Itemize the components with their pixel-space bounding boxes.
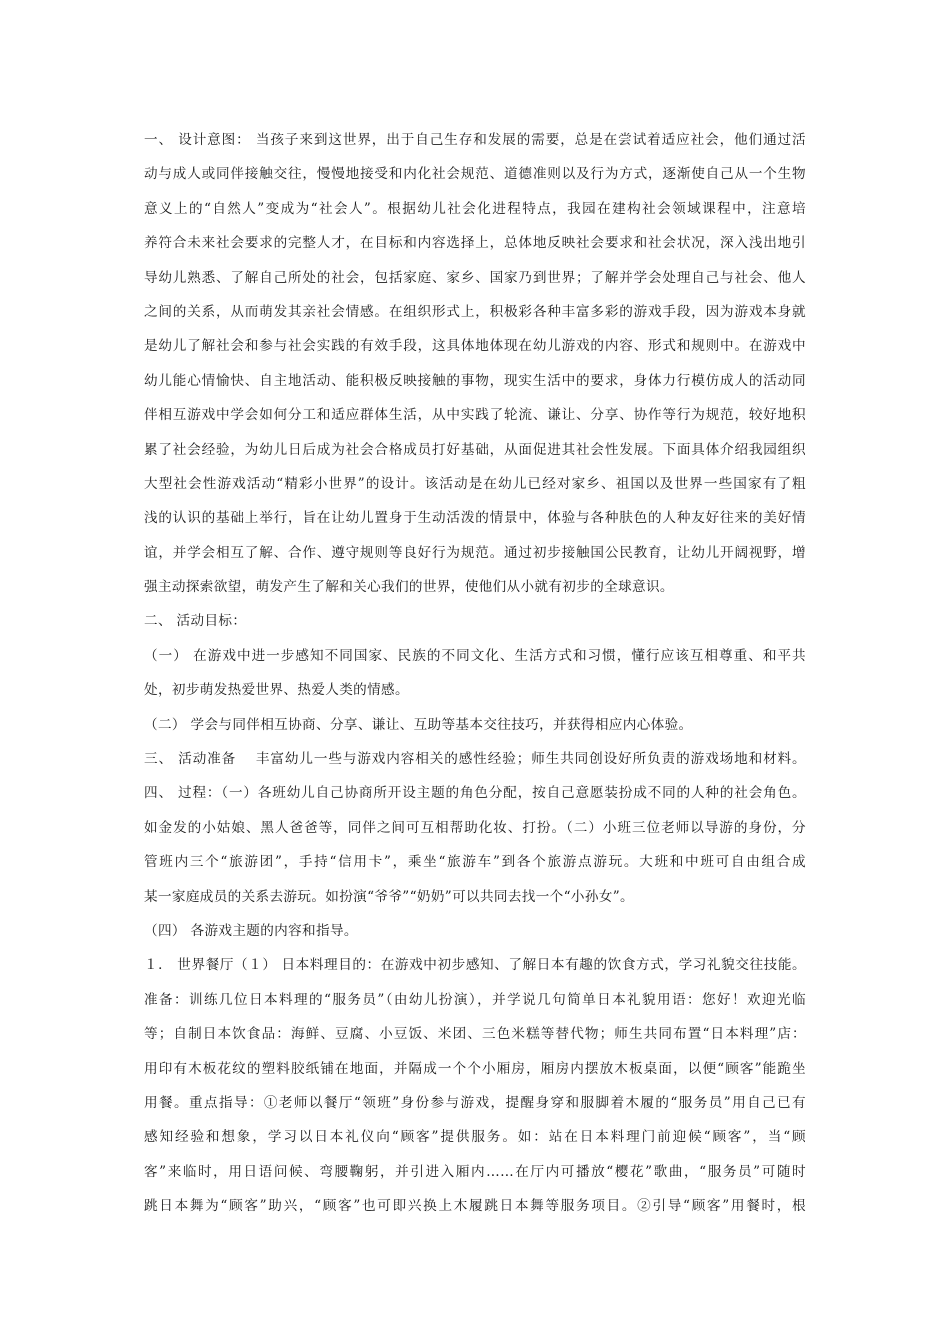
text-line: 导幼儿熟悉、了解自己所处的社会，包括家庭、家乡、国家乃到世界；了解并学会处理自己与社会、他人 (144, 269, 806, 286)
text-line: 一、 设计意图： 当孩子来到这世界，出于自己生存和发展的需要，总是在尝试着适应社会，他们通过活 (144, 132, 806, 148)
text-line: 四、 过程：（一）各班幼儿自己协商所开设主题的角色分配，按自己意愿装扮成不同的人种的社会角色。 (144, 785, 806, 802)
text-line: 累了社会经验，为幼儿日后成为社会合格成员打好基础，从面促进其社会性发展。下面具体介绍我园组织 (144, 441, 806, 458)
text-line: 如金发的小姑娘、黑人爸爸等，同伴之间可互相帮助化妆、打扮。（二）小班三位老师以导游的身份，分 (144, 819, 806, 836)
text-line: 客”来临时，用日语问候、弯腰鞠躬，并引进入厢内……在厅内可播放“樱花”歌曲，“服务员”可随时 (144, 1163, 806, 1180)
text-line: 等；自制日本饮食品：海鲜、豆腐、小豆饭、米团、三色米糕等替代物；师生共同布置“日本料理”店： (144, 1026, 806, 1043)
text-line: 幼儿能心情愉快、自主地活动、能积极反映接触的事物，现实生活中的要求，身体力行模仿成人的活动同 (144, 372, 806, 389)
text-line: 感知经验和想象，学习以日本礼仪向“顾客”提供服务。如：站在日本料理门前迎候“顾客”，当“顾 (144, 1129, 806, 1146)
text-line: （二） 学会与同伴相互协商、分享、谦让、互助等基本交往技巧，并获得相应内心体验。 (144, 716, 693, 733)
text-line: 处，初步萌发热爱世界、热爱人类的情感。 (144, 682, 409, 699)
text-line: 三、 活动准备 丰富幼儿一些与游戏内容相关的感性经验；师生共同创设好所负责的游戏场地和材料。 (144, 751, 806, 768)
text-line: 用印有木板花纹的塑料胶纸铺在地面，并隔成一个个小厢房，厢房内摆放木板桌面，以便“顾客”能跪坐 (144, 1060, 806, 1077)
text-line: （一） 在游戏中进一步感知不同国家、民族的不同文化、生活方式和习惯，懂行应该互相尊重、和平共 (144, 647, 806, 664)
text-line: 管班内三个“旅游团”，手持“信用卡”，乘坐“旅游车”到各个旅游点游玩。大班和中班可自由组合成 (144, 854, 806, 871)
text-line: 大型社会性游戏活动“精彩小世界”的设计。该活动是在幼儿已经对家乡、祖国以及世界一些国家有了粗 (144, 475, 806, 492)
section-heading: 二、 活动目标： (144, 613, 247, 630)
text-line: 是幼儿了解社会和参与社会实践的有效手段，这具体地体现在幼儿游戏的内容、形式和规则中。在游戏中 (144, 338, 806, 355)
text-line: 准备：训练几位日本料理的“服务员”（由幼儿扮演），并学说几句简单日本礼貌用语：您好！欢迎光临 (144, 991, 806, 1008)
text-line: １． 世界餐厅（１） 日本料理目的：在游戏中初步感知、了解日本有趣的饮食方式，学习礼貌交往技能。 (144, 957, 806, 974)
document-body (144, 123, 806, 1224)
text-line: 用餐。重点指导：①老师以餐厅“领班”身份参与游戏，提醒身穿和服脚着木履的“服务员”用自己已有 (144, 1094, 806, 1111)
text-line: 跳日本舞为“顾客”助兴，“顾客”也可即兴换上木履跳日本舞等服务项目。②引导“顾客”用餐时，根 (144, 1198, 806, 1215)
text-line: 之间的关系，从而萌发其亲社会情感。在组织形式上，积极彩各种丰富多彩的游戏手段，因为游戏本身就 (144, 303, 806, 320)
text-line: 某一家庭成员的关系去游玩。如扮演“爷爷”“奶奶”可以共同去找一个“小孙女”。 (144, 888, 634, 905)
text-line: 浅的认识的基础上举行，旨在让幼儿置身于生动活泼的情景中，体验与各种肤色的人种友好往来的美好情 (144, 510, 806, 527)
text-line: 谊，并学会相互了解、合作、遵守规则等良好行为规范。通过初步接触国公民教育，让幼儿开阔视野，增 (144, 544, 806, 561)
text-line: 伴相互游戏中学会如何分工和适应群体生活，从中实践了轮流、谦让、分享、协作等行为规范，较好地积 (144, 407, 806, 424)
section-heading: （四） 各游戏主题的内容和指导。 (144, 922, 358, 939)
text-line: 意义上的“自然人”变成为“社会人”。根据幼儿社会化进程特点，我园在建构社会领域课程中，注意培 (144, 200, 806, 217)
text-line: 动与成人或同伴接触交往，慢慢地接受和内化社会规范、道德准则以及行为方式，逐渐使自己从一个生物 (144, 166, 806, 183)
text-line: 养符合未来社会要求的完整人才，在目标和内容选择上，总体地反映社会要求和社会状况，深入浅出地引 (144, 235, 806, 252)
text-line: 强主动探索欲望，萌发产生了解和关心我们的世界，使他们从小就有初步的全球意识。 (144, 579, 674, 596)
